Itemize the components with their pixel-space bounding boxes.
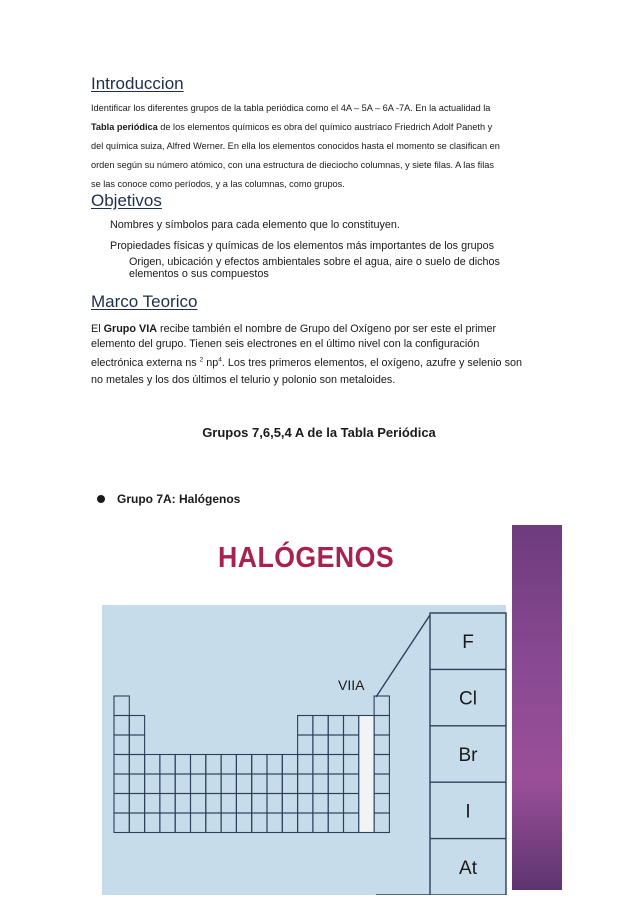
objetivo-item: elementos o sus compuestos bbox=[129, 268, 269, 280]
element-symbol: I bbox=[465, 801, 471, 823]
objetivo-item: Origen, ubicación y efectos ambientales sobre el agua, aire o suelo de dichos bbox=[129, 256, 500, 268]
element-symbol: Cl bbox=[459, 688, 477, 710]
marco-heading: Marco Teorico bbox=[91, 292, 198, 311]
halogenos-banner: HALÓGENOS bbox=[218, 542, 395, 574]
marco-line: El Grupo VIA recibe también el nombre de Grupo del Oxígeno por ser este el primer bbox=[91, 323, 497, 335]
bullet-label: Grupo 7A: Halógenos bbox=[117, 492, 241, 506]
element-symbol: At bbox=[459, 857, 477, 879]
objetivos-heading: Objetivos bbox=[91, 191, 162, 210]
intro-line: Tabla periódica de los elementos químicos es obra del químico austríaco Friedrich Adolf Paneth y bbox=[91, 122, 493, 132]
objetivo-item: Propiedades físicas y químicas de los elementos más importantes de los grupos bbox=[110, 240, 495, 252]
group-label-viia: VIIA bbox=[338, 677, 365, 693]
intro-line: Identificar los diferentes grupos de la tabla periódica como el 4A – 5A – 6A -7A. En la actualidad la bbox=[91, 103, 491, 113]
objetivo-item: Nombres y símbolos para cada elemento que lo constituyen. bbox=[110, 219, 400, 231]
halogenos-figure bbox=[98, 520, 568, 895]
marco-line: electrónica externa ns $^2$ $np^4$. Los tres primeros elementos, el oxígeno, azufre y selenio son bbox=[91, 356, 522, 369]
bullet-dot-icon bbox=[97, 495, 105, 503]
intro-line: del química suiza, Alfred Werner. En ella los elementos conocidos hasta el momento se clasifican en bbox=[91, 141, 500, 151]
intro-heading: Introduccion bbox=[91, 74, 184, 93]
marco-line: elemento del grupo. Tienen seis electrones en el último nivel con la configuración bbox=[91, 338, 480, 350]
periodic-table-diagram bbox=[98, 605, 512, 895]
vii-a-column-highlight bbox=[359, 716, 374, 833]
intro-line: orden según su número atómico, con una estructura de dieciocho columnas, y siete filas. A las filas bbox=[91, 160, 494, 170]
section-title: Grupos 7,6,5,4 A de la Tabla Periódica bbox=[202, 425, 436, 440]
marco-line: no metales y los dos últimos el telurio y polonio son metaloides. bbox=[91, 374, 396, 386]
element-symbol: F bbox=[462, 632, 474, 654]
figure-side-bar bbox=[512, 525, 562, 890]
marco-paragraph bbox=[91, 321, 561, 389]
element-symbol: Br bbox=[458, 745, 478, 766]
intro-paragraph bbox=[91, 99, 548, 194]
intro-line: se las conoce como períodos, y a las columnas, como grupos. bbox=[91, 179, 345, 189]
